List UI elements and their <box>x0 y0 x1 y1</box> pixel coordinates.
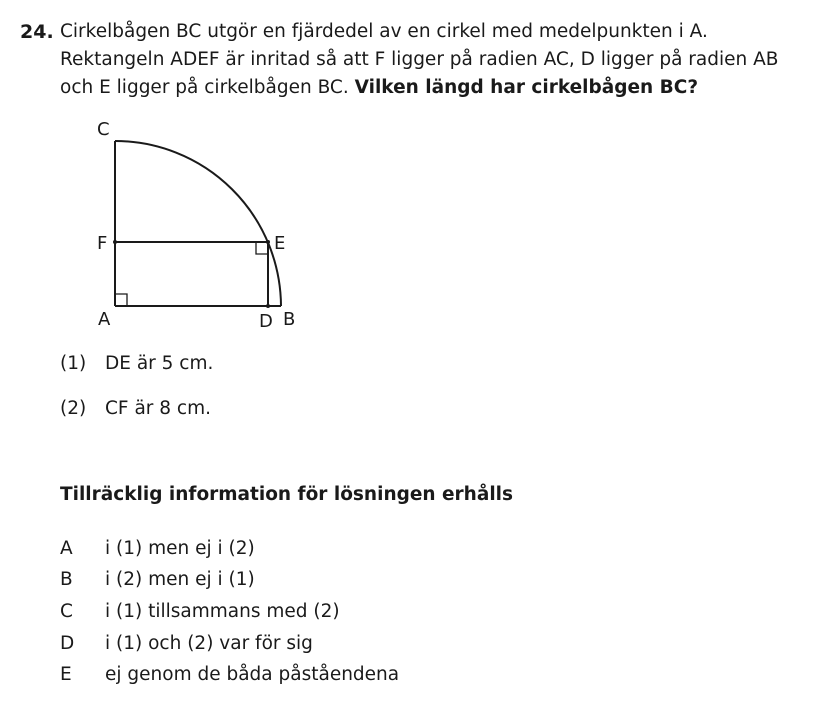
right-angle-e <box>256 242 268 254</box>
label-c: C <box>97 119 110 140</box>
statement-number: (2) <box>60 398 87 419</box>
label-e: E <box>274 233 286 254</box>
question-number: 24. <box>20 21 54 43</box>
choice-text: i (1) och (2) var för sig <box>105 633 313 654</box>
statement-text: DE är 5 cm. <box>105 353 214 374</box>
question-text-bold: Vilken längd har cirkelbågen BC? <box>354 77 699 98</box>
choice-letter: E <box>60 664 72 685</box>
label-d: D <box>259 311 273 332</box>
choice-letter: B <box>60 569 73 590</box>
label-f: F <box>97 233 108 254</box>
choice-text: i (1) tillsammans med (2) <box>105 601 340 622</box>
point-e <box>266 240 270 244</box>
choice-letter: D <box>60 633 75 654</box>
figure-svg <box>85 112 315 342</box>
choice-text: ej genom de båda påståendena <box>105 664 400 685</box>
choice-letter: C <box>60 601 73 622</box>
question-text-body: Cirkelbågen BC utgör en fjärdedel av en cirkel med medelpunkten i A. Rektangeln ADEF är inritad så att F ligger på radien AC, D ligger på radien AB och E ligger på cirkelbågen BC. <box>60 21 779 98</box>
question-text <box>60 18 805 102</box>
point-d <box>266 304 270 308</box>
statement-text: CF är 8 cm. <box>105 398 211 419</box>
choice-text: i (1) men ej i (2) <box>105 538 255 559</box>
choice-text: i (2) men ej i (1) <box>105 569 255 590</box>
sufficient-info-heading: Tillräcklig information för lösningen erhålls <box>60 484 514 505</box>
arc-bc <box>115 141 281 306</box>
label-b: B <box>283 309 296 330</box>
right-angle-a <box>115 294 127 306</box>
point-f <box>113 240 117 244</box>
quarter-circle-figure <box>85 112 315 342</box>
label-a: A <box>98 309 111 330</box>
choice-letter: A <box>60 538 73 559</box>
statement-number: (1) <box>60 353 87 374</box>
